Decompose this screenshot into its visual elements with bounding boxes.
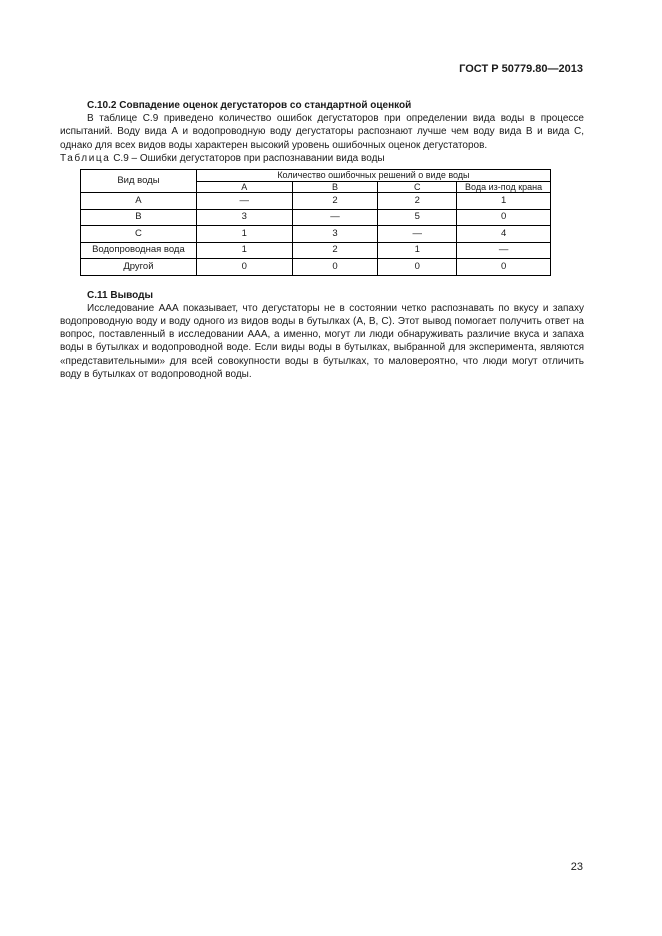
section-heading-c11: С.11 Выводы	[87, 289, 153, 301]
table-cell: 0	[196, 259, 292, 276]
table-row	[81, 209, 551, 226]
content-area	[60, 99, 584, 381]
table-cell: —	[378, 226, 457, 243]
table-cell: —	[196, 193, 292, 210]
table-cell: 1	[196, 226, 292, 243]
column-header: Вода из-под крана	[457, 182, 551, 193]
section-text-c10-2: В таблице С.9 приведено количество ошибок дегустаторов при определении вида воды в процессе испытаний. Воду вида А и водопроводную воду дегустаторы распознают лучше чем воду вида В и вида С, однако для всех видов воды характерен высокий уровень ошибочных оценок дегустаторов.	[60, 113, 584, 151]
table-cell: 5	[378, 209, 457, 226]
table-cell: 0	[457, 209, 551, 226]
table-cell: 2	[292, 242, 378, 259]
table-cell: 3	[292, 226, 378, 243]
table-row	[81, 226, 551, 243]
row-label: В	[81, 209, 197, 226]
section-heading-c10-2: С.10.2 Совпадение оценок дегустаторов со стандартной оценкой	[87, 100, 412, 111]
table-cell: —	[292, 209, 378, 226]
page-number: 23	[570, 861, 583, 873]
table-cell: 3	[196, 209, 292, 226]
table-caption-label: Таблица	[60, 152, 111, 164]
table-cell: 2	[292, 193, 378, 210]
errors-table	[80, 169, 551, 276]
table-cell: 1	[378, 242, 457, 259]
table-row	[81, 242, 551, 259]
table-cell: 4	[457, 226, 551, 243]
row-header-cell: Вид воды	[81, 170, 197, 193]
document-id: ГОСТ Р 50779.80—2013	[459, 63, 583, 75]
table-cell: 1	[457, 193, 551, 210]
table-cell: 2	[378, 193, 457, 210]
row-label: Другой	[81, 259, 197, 276]
table-cell: 0	[378, 259, 457, 276]
column-header: С	[378, 182, 457, 193]
table-row	[81, 193, 551, 210]
row-label: А	[81, 193, 197, 210]
table-row	[81, 259, 551, 276]
column-header: В	[292, 182, 378, 193]
row-label: С	[81, 226, 197, 243]
column-header: А	[196, 182, 292, 193]
table-cell: —	[457, 242, 551, 259]
section-text-c11: Исследование ААА показывает, что дегустаторы не в состоянии четко распознавать по вкусу и запаху водопроводную воду и воду одного из видов воды в бутылках (А, В, С). Этот вывод помогает получить ответ на вопрос, поставленный в исследовании ААА, а именно, могут ли люди обнаруживать различие вкуса и запаха воды в бутылках и водопроводной воде. Если виды воды в бутылках, выбранной для эксперимента, являются «представительными» для всей совокупности воды в бутылках, то маловероятно, что люди могут отличить воду в бутылках от водопроводной воды.	[60, 302, 584, 380]
table-header-row	[81, 170, 551, 182]
group-header-cell: Количество ошибочных решений о виде воды	[196, 170, 550, 182]
table-cell: 0	[292, 259, 378, 276]
table-cell: 1	[196, 242, 292, 259]
table-caption	[60, 152, 584, 165]
row-label: Водопроводная вода	[81, 242, 197, 259]
table-cell: 0	[457, 259, 551, 276]
table-caption-text: С.9 – Ошибки дегустаторов при распознавании вида воды	[110, 152, 385, 164]
